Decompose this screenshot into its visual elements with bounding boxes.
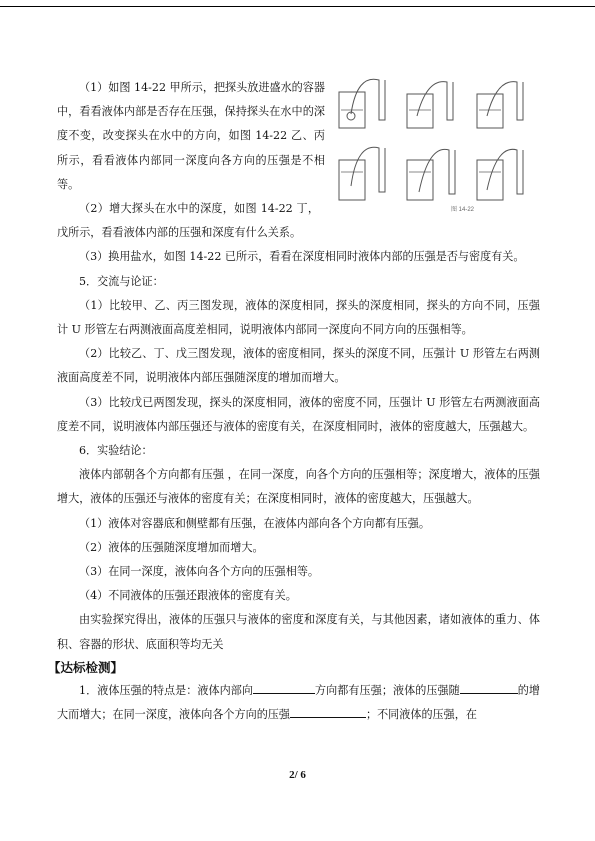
step-1-text: （1）如图 14-22 甲所示，把探头放进盛水的容器中，看看液体内部是否存在压强，保持探头在水中的深度不变，改变探头在水中的方向，如图 14-22 乙、丙所示，看看液体内部同一深度向各方向的压强是不相等。 [57, 81, 325, 191]
question-1 [57, 679, 540, 727]
q1-part-a: 1．液体压强的特点是：液体内部向 [79, 683, 254, 697]
conclusion-item-3: （3）在同一深度，液体向各个方向的压强相等。 [79, 565, 320, 579]
q1-part-b: 方向都有压强；液体的压强随 [315, 683, 460, 697]
q1-blank-1[interactable] [253, 681, 315, 694]
q1-part-d: ；不同液体的压强，在 [365, 708, 477, 722]
section-6-title: 6．实验结论： [79, 444, 153, 458]
figure-caption: 图 14-22 [451, 207, 475, 213]
step-3-text: （3）换用盐水，如图 14-22 已所示，看看在深度相同时液体内部的压强是否与密度有关。 [79, 250, 525, 264]
summary-text: 由实验探究得出，液体的压强只与液体的密度和深度有关，与其他因素，诸如液体的重力、体积、容器的形状、底面积等均无关 [57, 613, 540, 651]
conclusion-item-1: （1）液体对容器底和侧壁都有压强，在液体内部向各个方向都有压强。 [79, 516, 430, 530]
page-number: 2/ 6 [289, 769, 306, 781]
page-content [48, 76, 540, 727]
conclusion-item-4: （4）不同液体的压强还跟液体的密度有关。 [79, 589, 297, 603]
q1-part-c: 的增大而增大；在同一深度，液体向各个方向的压强 [57, 683, 540, 722]
step-2-text: （2）增大探头在水中的深度，如图 14-22 丁，戊所示，看看液体内部的压强和深度有什么关系。 [57, 202, 319, 240]
q1-blank-2[interactable] [460, 681, 518, 694]
conclusion-text: 液体内部朝各个方向都有压强 ，在同一深度，向各个方向的压强相等；深度增大，液体的压强增大，液体的压强还与液体的密度有关；在深度相同时，液体的密度越大，压强越大。 [57, 468, 540, 506]
discussion-1: （1）比较甲、乙、丙三图发现，液体的深度相同，探头的深度相同，探头的方向不同，压强计 U 形管左右两测液面高度差相同，说明液体内部同一深度向不同方向的压强相等。 [57, 298, 540, 337]
q1-blank-3[interactable] [290, 705, 366, 718]
discussion-3: （3）比较戊已两图发现，探头的深度相同，液体的密度不同，压强计 U 形管左右两测液面高度差不同，说明液体内部压强还与液体的密度有关，在深度相同时，液体的密度越大，压强越大。 [57, 395, 540, 433]
check-heading: 【达标检测】 [48, 659, 124, 675]
conclusion-item-2: （2）液体的压强随深度增加而增大。 [79, 540, 264, 554]
header-rule [0, 6, 595, 7]
section-5-title: 5．交流与论证： [79, 274, 164, 288]
discussion-2: （2）比较乙、丁、戊三图发现，液体的密度相同，探头的深度不同，压强计 U 形管左右两测液面高度差不同，说明液体内部压强随深度的增加而增大。 [57, 347, 540, 385]
